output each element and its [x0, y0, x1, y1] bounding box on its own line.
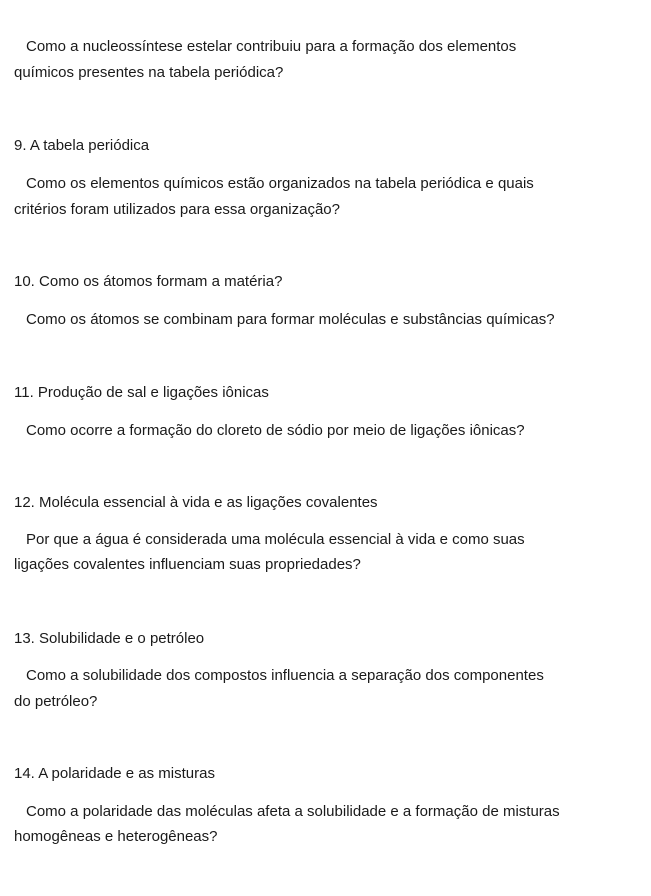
section-11-question-line-1: Como ocorre a formação do cloreto de sódio por meio de ligações iônicas?: [26, 422, 525, 439]
section-14-question-line-2: homogêneas e heterogêneas?: [14, 828, 218, 845]
section-13-question-line-2: do petróleo?: [14, 693, 98, 710]
section-10-heading: 10. Como os átomos formam a matéria?: [14, 273, 283, 290]
section-9-heading: 9. A tabela periódica: [14, 137, 150, 154]
section-12-heading: 12. Molécula essencial à vida e as ligações covalentes: [14, 494, 378, 511]
section-14-question-line-1: Como a polaridade das moléculas afeta a solubilidade e a formação de misturas: [26, 803, 560, 820]
section-12-question-line-1: Por que a água é considerada uma molécula essencial à vida e como suas: [26, 531, 525, 548]
section-13-heading: 13. Solubilidade e o petróleo: [14, 630, 205, 647]
intro-question-line-2: químicos presentes na tabela periódica?: [14, 64, 284, 81]
section-14-heading: 14. A polaridade e as misturas: [14, 765, 215, 782]
section-9-question-line-2: critérios foram utilizados para essa organização?: [14, 201, 340, 218]
section-13-question-line-1: Como a solubilidade dos compostos influencia a separação dos componentes: [26, 667, 544, 684]
section-10-question-line-1: Como os átomos se combinam para formar moléculas e substâncias químicas?: [26, 311, 555, 328]
section-11-heading: 11. Produção de sal e ligações iônicas: [14, 384, 269, 401]
section-12-question-line-2: ligações covalentes influenciam suas propriedades?: [14, 556, 361, 573]
section-9-question-line-1: Como os elementos químicos estão organizados na tabela periódica e quais: [26, 175, 534, 192]
intro-question-line-1: Como a nucleossíntese estelar contribuiu para a formação dos elementos: [26, 38, 517, 55]
